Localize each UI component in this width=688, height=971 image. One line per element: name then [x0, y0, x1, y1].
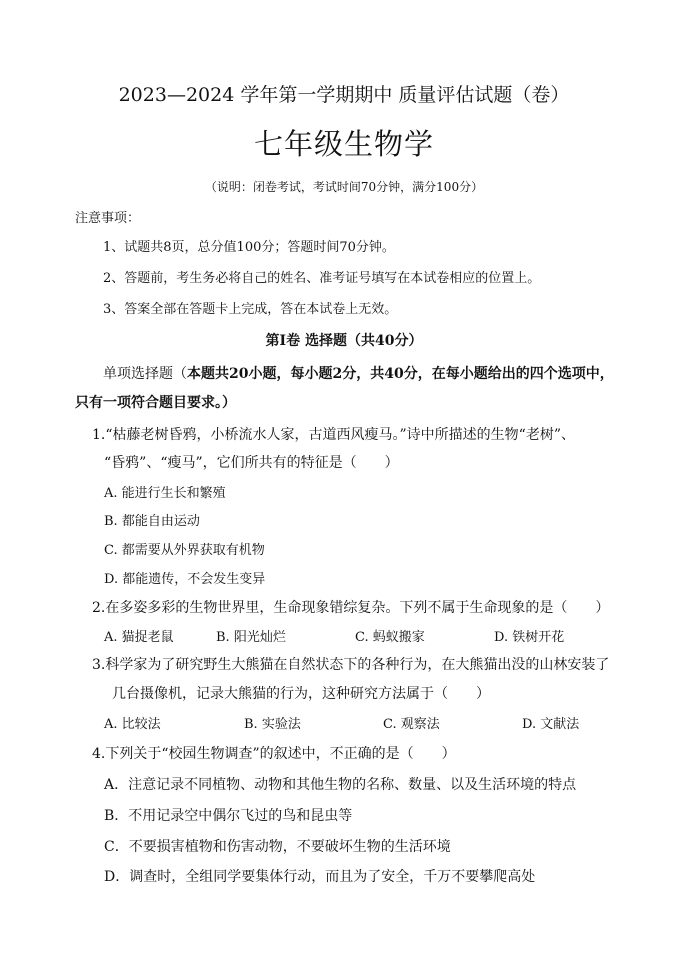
subject-title: 七年级生物学 — [253, 127, 434, 161]
notice-rule-2: 2、答题前，考生务必将自己的姓名、准考证号填写在本试卷相应的位置上。 — [103, 271, 541, 286]
question-2-option-c: C. 蚂蚁搬家 — [355, 630, 425, 645]
question-2-line1: 2.在多姿多彩的生物世界里，生命现象错综复杂。下列不属于生命现象的是（ ） — [92, 600, 610, 616]
question-3-option-c: C. 观察法 — [383, 717, 440, 732]
notice-rule-3: 3、答案全部在答题卡上完成，答在本试卷上无效。 — [103, 302, 398, 317]
intro-a: 单项选择题（ — [103, 366, 187, 382]
question-1-line2: “昏鸦”、“瘦马”，它们所共有的特征是（ ） — [104, 455, 399, 471]
question-4-option-d: D．调查时，全组同学要集体行动，而且为了安全，千万不要攀爬高处 — [104, 869, 536, 885]
question-3-option-b: B. 实验法 — [244, 717, 301, 732]
question-4-line1: 4.下列关于“校园生物调查”的叙述中，不正确的是（ ） — [92, 746, 456, 762]
question-2-option-b: B. 阳光灿烂 — [216, 630, 286, 645]
question-3-option-a: A. 比较法 — [104, 717, 161, 732]
question-1-option-a: A. 能进行生长和繁殖 — [104, 486, 226, 501]
question-1-option-d: D. 都能遗传，不会发生变异 — [104, 572, 266, 587]
notice-label: 注意事项： — [75, 211, 141, 226]
question-1-option-c: C. 都需要从外界获取有机物 — [104, 543, 265, 558]
question-2-option-a: A. 猫捉老鼠 — [104, 630, 174, 645]
question-4-option-c: C．不要损害植物和伤害动物，不要破坏生物的生活环境 — [104, 839, 451, 855]
question-1-line1: 1.“枯藤老树昏鸦，小桥流水人家，古道西风瘦马。”诗中所描述的生物“老树”、 — [92, 427, 575, 443]
intro-c: 每小题2分，共40分，在每小题给出的四个选项中， — [290, 366, 614, 382]
question-1-option-b: B. 都能自由运动 — [104, 514, 200, 529]
exam-title: 2023—2024 学年第一学期期中 质量评估试题（卷） — [118, 84, 570, 106]
part-intro — [103, 363, 614, 383]
part-title: 第Ⅰ卷 选择题（共40分） — [265, 333, 423, 349]
question-4-option-a: A．注意记录不同植物、动物和其他生物的名称、数量、以及生活环境的特点 — [104, 777, 577, 793]
intro-b: 本题共20小题， — [187, 366, 291, 382]
notice-rule-1: 1、试题共8页，总分值100分；答题时间70分钟。 — [103, 240, 395, 255]
question-4-option-b: B．不用记录空中偶尔飞过的鸟和昆虫等 — [104, 808, 353, 824]
question-2-option-d: D. 铁树开花 — [494, 630, 565, 645]
question-3-line1: 3.科学家为了研究野生大熊猫在自然状态下的各种行为，在大熊猫出没的山林安装了 — [92, 657, 610, 673]
part-intro-line2: 只有一项符合题目要求。） — [75, 395, 236, 411]
exam-note: （说明：闭卷考试，考试时间70分钟，满分100分） — [204, 180, 484, 194]
question-3-line2: 几台摄像机，记录大熊猫的行为，这种研究方法属于（ ） — [112, 686, 490, 702]
question-3-option-d: D. 文献法 — [522, 717, 580, 732]
